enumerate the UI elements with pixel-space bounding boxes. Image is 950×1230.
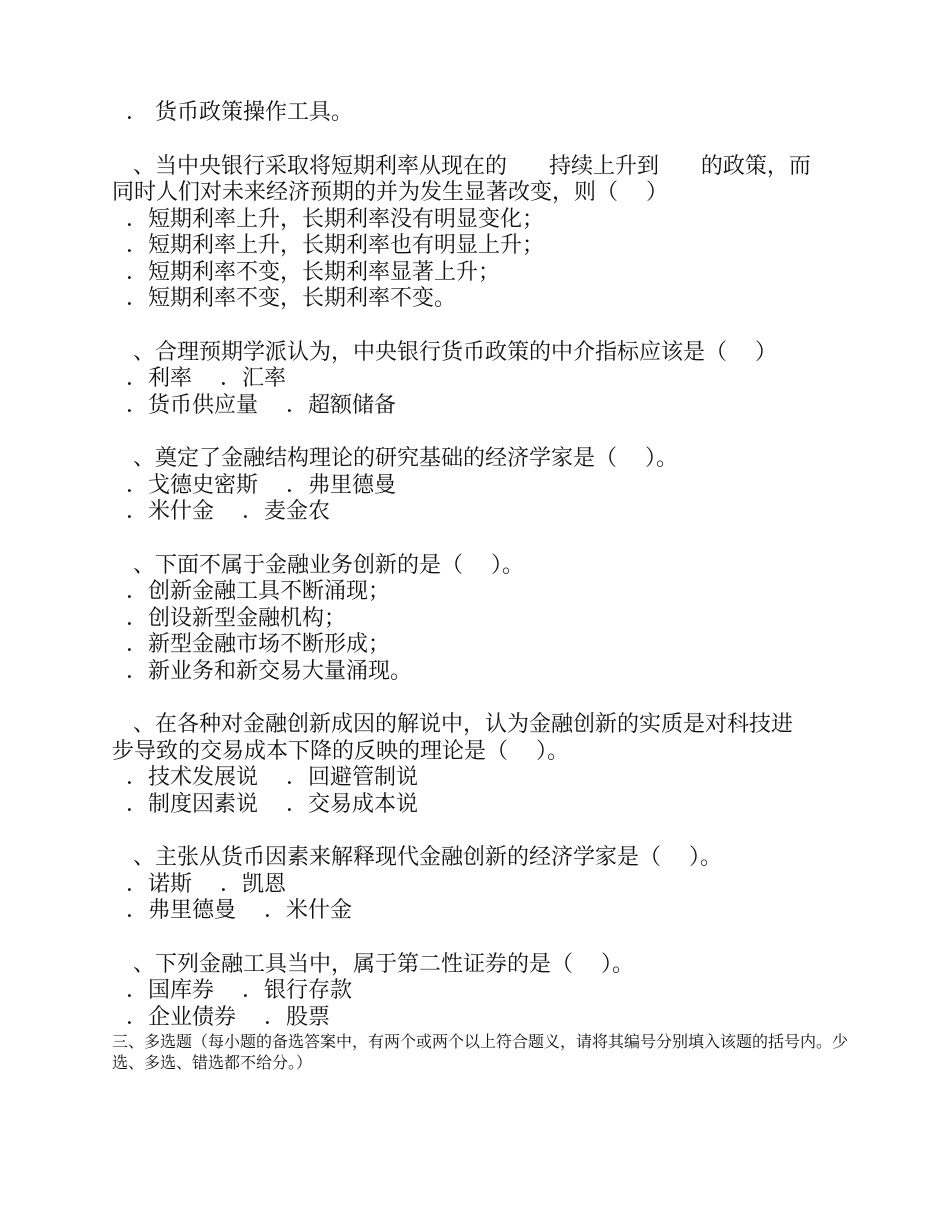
text-line: ．企业债券 ．股票 xyxy=(112,1004,330,1030)
text-line: ．短期利率不变，长期利率显著上升； xyxy=(112,259,500,285)
text-line: 、下列金融工具当中，属于第二性证券的是（ ）。 xyxy=(112,951,634,977)
text-line: 步导致的交易成本下降的反映的理论是（ ）。 xyxy=(112,738,569,764)
blank-line xyxy=(112,419,852,446)
blank-line xyxy=(112,685,852,712)
text-line: 、当中央银行采取将短期利率从现在的 持续上升到 的政策，而 xyxy=(112,153,811,179)
blank-line xyxy=(112,818,852,845)
text-line: ． 货币政策操作工具。 xyxy=(112,100,353,125)
question-list xyxy=(112,100,852,1031)
text-line: ．诺斯 ．凯恩 xyxy=(112,871,286,897)
text-line: ．短期利率上升，长期利率没有明显变化； xyxy=(112,206,544,232)
text-line: 、奠定了金融结构理论的研究基础的经济学家是（ ）。 xyxy=(112,446,678,471)
text-line: 同时人们对未来经济预期的并为发生显著改变，则（ ） xyxy=(112,180,668,205)
blank-line xyxy=(112,127,852,154)
text-line: ．制度因素说 ．交易成本说 xyxy=(112,791,418,817)
document-page xyxy=(112,100,852,1073)
text-line: ．创新金融工具不断涌现； xyxy=(112,579,390,604)
text-line: 、下面不属于金融业务创新的是（ ）。 xyxy=(112,552,524,578)
blank-line xyxy=(112,526,852,553)
text-line: ．国库券 ．银行存款 xyxy=(112,978,352,1003)
text-line: ．短期利率不变，长期利率不变。 xyxy=(112,286,456,311)
text-line: ．创设新型金融机构； xyxy=(112,605,346,631)
text-line: ．货币供应量 ．超额储备 xyxy=(112,392,396,418)
text-line: ．技术发展说 ．回避管制说 xyxy=(112,765,418,790)
blank-line xyxy=(112,925,852,952)
text-line: ．新型金融市场不断形成； xyxy=(112,632,390,657)
text-line: ．新业务和新交易大量涌现。 xyxy=(112,658,412,684)
text-line: ．弗里德曼 ．米什金 xyxy=(112,898,352,923)
text-line: ．米什金 ．麦金农 xyxy=(112,499,330,524)
section-heading-multiple-choice: 三、多选题（每小题的备选答案中，有两个或两个以上符合题义，请将其编号分别填入该题的括号内。少选、多选、错选都不给分。） xyxy=(112,1032,849,1072)
text-line: ．利率 ．汇率 xyxy=(112,366,286,391)
text-line: ．短期利率上升，长期利率也有明显上升； xyxy=(112,233,544,258)
text-line: 、主张从货币因素来解释现代金融创新的经济学家是（ ）。 xyxy=(112,845,722,870)
text-line: 、合理预期学派认为，中央银行货币政策的中介指标应该是（ ） xyxy=(112,339,777,365)
text-line: ．戈德史密斯 ．弗里德曼 xyxy=(112,472,396,498)
text-line: 、在各种对金融创新成因的解说中，认为金融创新的实质是对科技进 xyxy=(112,712,793,737)
blank-line xyxy=(112,313,852,340)
